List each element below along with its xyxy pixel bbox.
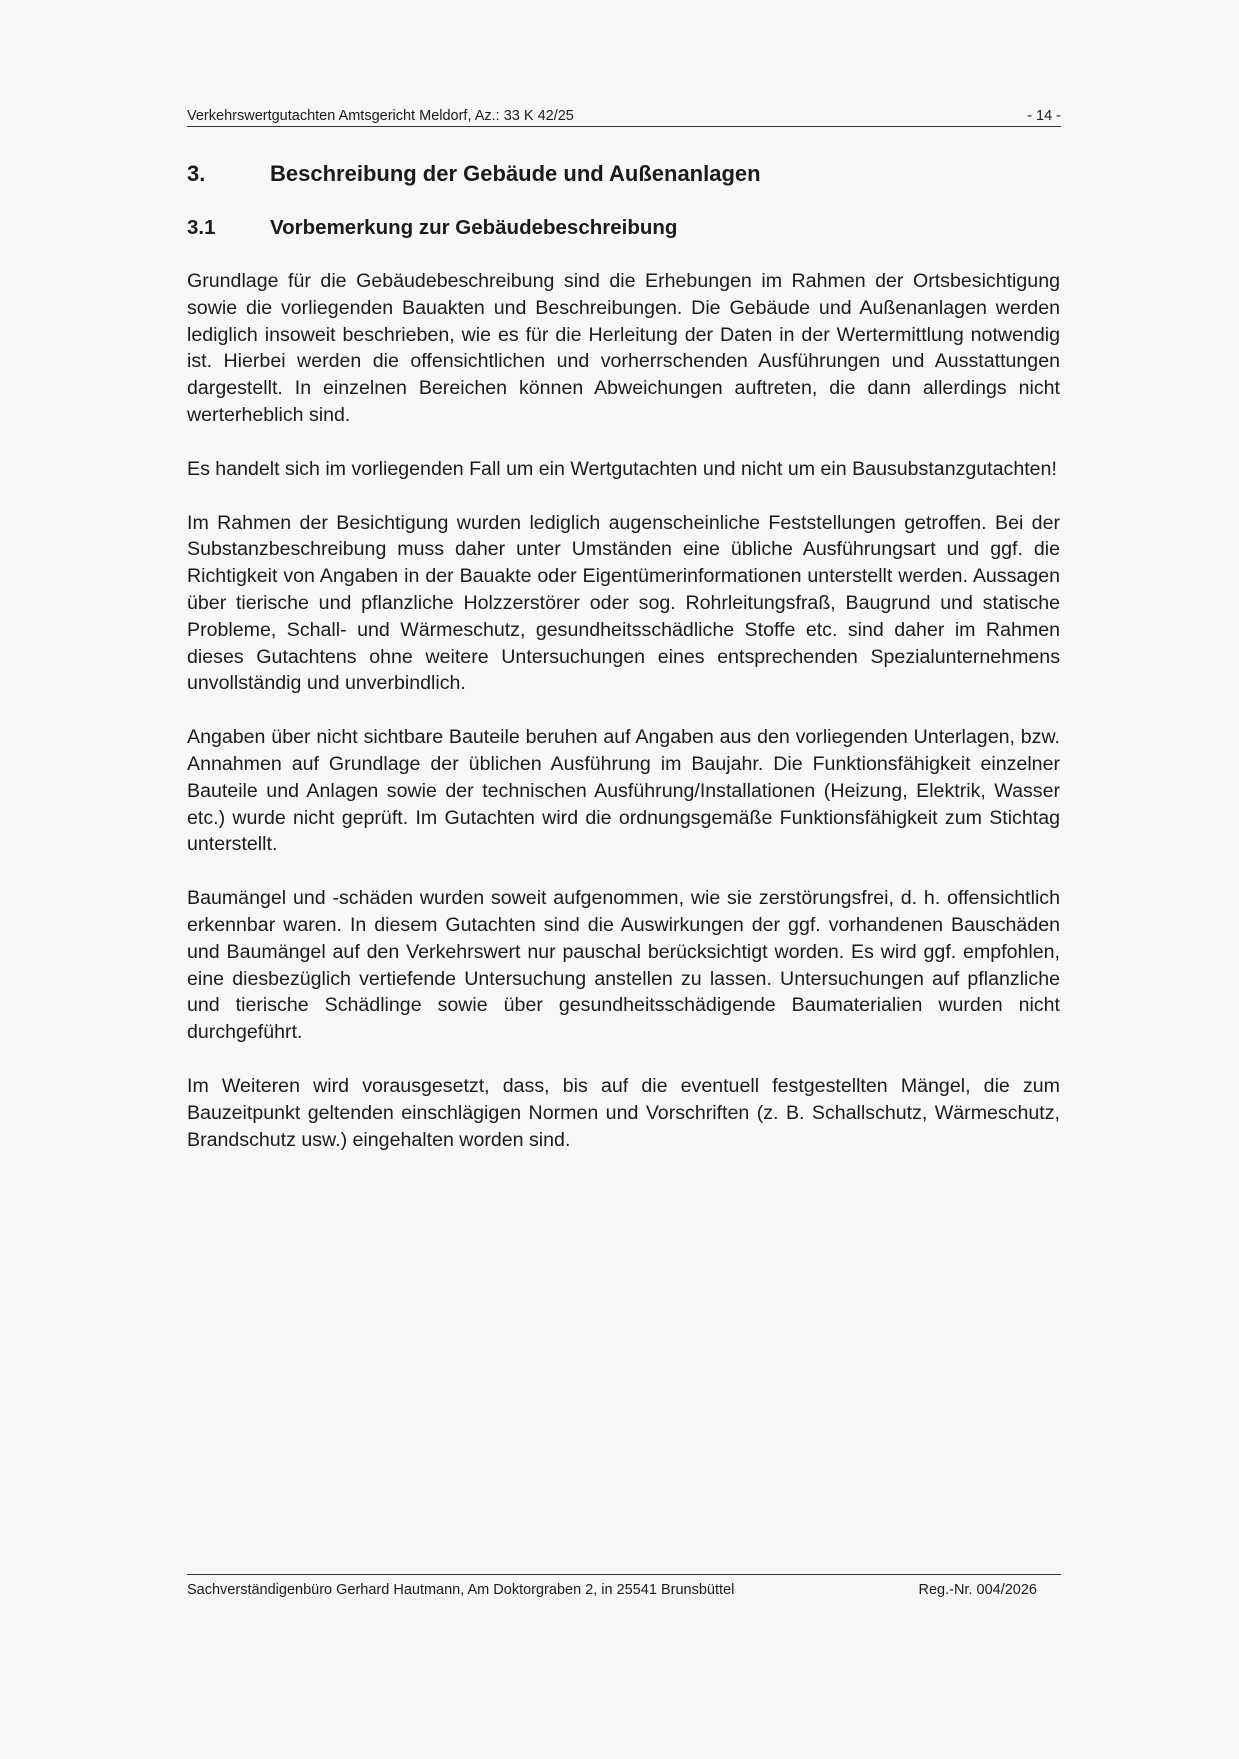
section-number: 3. <box>187 161 206 186</box>
subsection-heading <box>187 215 677 241</box>
body-text <box>187 268 1060 1180</box>
page-number: - 14 - <box>1027 108 1061 124</box>
header-reference: Verkehrswertgutachten Amtsgericht Meldorf, Az.: 33 K 42/25 <box>187 108 574 124</box>
paragraph: Baumängel und -schäden wurden soweit aufgenommen, wie sie zerstörungsfrei, d. h. offensichtlich erkennbar waren. In diesem Gutachten sind die Auswirkungen der ggf. vorhandenen Bauschäden und Baumängel auf den Verkehrswert nur pauschal berücksichtigt worden. Es wird ggf. empfohlen, eine diesbezüglich vertiefende Untersuchung anstellen zu lassen. Untersuchungen auf pflanzliche und tierische Schädlinge sowie über gesundheitsschädigende Baumaterialien wurden nicht durchgeführt. <box>187 887 1060 1044</box>
subsection-title: Vorbemerkung zur Gebäudebeschreibung <box>270 216 678 239</box>
paragraph: Angaben über nicht sichtbare Bauteile beruhen auf Angaben aus den vorliegenden Unterlagen, bzw. Annahmen auf Grundlage der üblichen Ausführung im Baujahr. Die Funktionsfähigkeit einzelner Bauteile und Anlagen sowie der technischen Ausführung/Installationen (Heizung, Elektrik, Wasser etc.) wurde nicht geprüft. Im Gutachten wird die ordnungsgemäße Funktionsfähigkeit zum Stichtag unterstellt. <box>187 726 1060 856</box>
paragraph: Es handelt sich im vorliegenden Fall um ein Wertgutachten und nicht um ein Bausubstanzgutachten! <box>187 457 1057 480</box>
paragraph: Im Weiteren wird vorausgesetzt, dass, bis auf die eventuell festgestellten Mängel, die zum Bauzeitpunkt geltenden einschlägigen Normen und Vorschriften (z. B. Schallschutz, Wärmeschutz, Brandschutz usw.) eingehalten worden sind. <box>187 1074 1060 1151</box>
page-footer <box>187 1574 1061 1598</box>
paragraph: Im Rahmen der Besichtigung wurden lediglich augenscheinliche Feststellungen getroffen. Bei der Substanzbeschreibung muss daher unter Umständen eine übliche Ausführungsart und ggf. die Richtigkeit von Angaben in der Bauakte oder Eigentümerinformationen unterstellt werden. Aussagen über tierische und pflanzliche Holzzerstörer oder sog. Rohrleitungsfraß, Baugrund und statische Probleme, Schall- und Wärmeschutz, gesundheitsschädliche Stoffe etc. sind daher im Rahmen dieses Gutachtens ohne weitere Untersuchungen eines entsprechenden Spezialunternehmens unvollständig und unverbindlich. <box>187 511 1060 695</box>
subsection-number: 3.1 <box>187 216 216 239</box>
section-heading <box>187 160 761 188</box>
page-header <box>187 104 1061 127</box>
footer-registration: Reg.-Nr. 004/2026 <box>918 1582 1037 1598</box>
section-title: Beschreibung der Gebäude und Außenanlagen <box>270 161 761 186</box>
footer-address: Sachverständigenbüro Gerhard Hautmann, Am Doktorgraben 2, in 25541 Brunsbüttel <box>187 1582 735 1598</box>
paragraph: Grundlage für die Gebäudebeschreibung sind die Erhebungen im Rahmen der Ortsbesichtigung sowie die vorliegenden Bauakten und Beschreibungen. Die Gebäude und Außenanlagen werden lediglich insoweit beschrieben, wie es für die Herleitung der Daten in der Wertermittlung notwendig ist. Hierbei werden die offensichtlichen und vorherrschenden Ausführungen und Ausstattungen dargestellt. In einzelnen Bereichen können Abweichungen auftreten, die dann allerdings nicht werterheblich sind. <box>187 270 1060 426</box>
